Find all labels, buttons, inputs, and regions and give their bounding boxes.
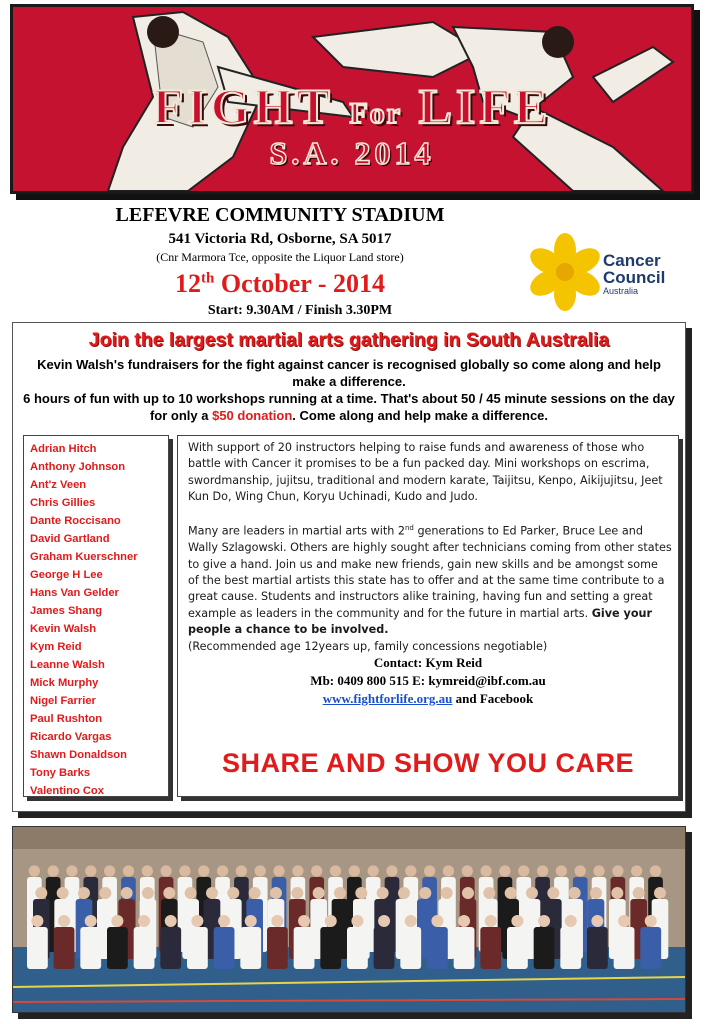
person-figure xyxy=(614,927,635,969)
person-head xyxy=(377,887,389,899)
person-head xyxy=(424,865,435,876)
person-head xyxy=(569,887,581,899)
person-head xyxy=(57,887,69,899)
event-banner xyxy=(10,4,694,194)
group-photo xyxy=(12,826,686,1013)
person-head xyxy=(270,887,282,899)
person-figure xyxy=(27,927,48,969)
person-figure xyxy=(587,927,608,969)
person-figure xyxy=(454,927,475,969)
instructor-list xyxy=(23,435,169,797)
date-day: 12 xyxy=(175,269,201,298)
person-head xyxy=(368,865,379,876)
person-head xyxy=(236,865,247,876)
person-head xyxy=(458,915,470,927)
person-head xyxy=(325,915,337,927)
age-recommendation: (Recommended age 12years up, family concessions negotiable) xyxy=(188,639,548,653)
event-date xyxy=(110,269,450,299)
venue-info xyxy=(110,204,450,319)
person-head xyxy=(249,887,261,899)
person-figure xyxy=(80,927,101,969)
person-head xyxy=(547,887,559,899)
person-head xyxy=(511,915,523,927)
person-figure xyxy=(427,927,448,969)
person-head xyxy=(245,915,257,927)
person-head xyxy=(518,865,529,876)
banner-title xyxy=(13,77,691,135)
para2-body: generations to Ed Parker, Bruce Lee and Wally Szlagowski. Others are highly sought after technicians coming from other states to give a hand. Join us and make new friends, gain new skills and be amongst some of the best martial artists this state has to offer and at the same time contribute to a great cause. Students and instructors alike training, having fun and setting a great example as leaders in the community and for the future in martial arts. xyxy=(188,524,672,620)
person-head xyxy=(565,915,577,927)
person-head xyxy=(405,865,416,876)
details-paragraph-1: With support of 20 instructors helping to raise funds and awareness of those who battle with Cancer it promises to be a fun packed day. Mini workshops on escrima, swordmanship, jujitsu, traditional and modern karate, Taijitsu, Kenpo, Aikijujitsu, Jeet Kun Do, Wing Chun, Koryu Uchinadi, Kudo and Judo. xyxy=(188,441,663,504)
person-head xyxy=(351,915,363,927)
para2-start: Many are leaders in martial arts with 2 xyxy=(188,524,405,538)
person-head xyxy=(355,887,367,899)
person-head xyxy=(398,887,410,899)
person-figure xyxy=(107,927,128,969)
person-head xyxy=(654,887,666,899)
person-head xyxy=(311,865,322,876)
person-head xyxy=(480,865,491,876)
person-head xyxy=(138,915,150,927)
person-head xyxy=(556,865,567,876)
group-photo-illustration xyxy=(13,827,685,1012)
intro-text xyxy=(23,356,675,424)
person-head xyxy=(160,865,171,876)
person-head xyxy=(292,865,303,876)
person-head xyxy=(218,915,230,927)
person-head xyxy=(291,887,303,899)
person-head xyxy=(443,865,454,876)
person-figure xyxy=(54,927,75,969)
details-paragraph-2 xyxy=(188,520,672,655)
person-figure xyxy=(320,927,341,969)
website-suffix: and Facebook xyxy=(452,691,534,706)
person-head xyxy=(29,865,40,876)
instructor-name: David Gartland xyxy=(30,533,110,545)
para2-superscript: nd xyxy=(405,524,414,532)
person-head xyxy=(104,865,115,876)
person-head xyxy=(526,887,538,899)
person-figure xyxy=(400,927,421,969)
person-figure xyxy=(507,927,528,969)
logo-line-cancer: Cancer xyxy=(603,251,661,270)
person-figure xyxy=(480,927,501,969)
person-head xyxy=(85,865,96,876)
instructor-name: Graham Kuerschner xyxy=(30,551,138,563)
person-head xyxy=(273,865,284,876)
person-head xyxy=(58,915,70,927)
date-suffix: th xyxy=(201,270,215,287)
person-head xyxy=(618,915,630,927)
person-head xyxy=(198,865,209,876)
person-head xyxy=(431,915,443,927)
person-head xyxy=(121,887,133,899)
person-head xyxy=(611,887,623,899)
person-head xyxy=(163,887,175,899)
person-figure xyxy=(560,927,581,969)
person-figure xyxy=(134,927,155,969)
person-head xyxy=(441,887,453,899)
intro-line-1: Kevin Walsh's fundraisers for the fight against cancer is recognised globally so come along and help make a difference. xyxy=(37,357,661,389)
intro-line-2 xyxy=(23,390,675,424)
person-head xyxy=(612,865,623,876)
person-head xyxy=(378,915,390,927)
person-figure xyxy=(187,927,208,969)
person-head xyxy=(591,915,603,927)
event-details xyxy=(177,435,679,797)
instructor-name: Anthony Johnson xyxy=(30,461,126,473)
person-head xyxy=(538,915,550,927)
event-time: Start: 9.30AM / Finish 3.30PM xyxy=(207,303,393,318)
person-head xyxy=(349,865,360,876)
person-head xyxy=(48,865,59,876)
person-head xyxy=(386,865,397,876)
person-figure xyxy=(240,927,261,969)
person-head xyxy=(462,865,473,876)
instructor-name: Kevin Walsh xyxy=(30,623,97,635)
person-head xyxy=(485,915,497,927)
venue-note: (Cnr Marmora Tce, opposite the Liquor Land store) xyxy=(156,250,404,264)
person-head xyxy=(298,915,310,927)
cancer-council-wordmark xyxy=(603,252,665,297)
instructor-name: George H Lee xyxy=(30,569,103,581)
person-head xyxy=(185,887,197,899)
person-head xyxy=(330,865,341,876)
person-head xyxy=(645,915,657,927)
instructor-name: Nigel Farrier xyxy=(30,695,96,707)
person-head xyxy=(405,915,417,927)
person-head xyxy=(537,865,548,876)
person-head xyxy=(334,887,346,899)
person-head xyxy=(165,915,177,927)
instructor-name: Valentino Cox xyxy=(30,785,104,797)
logo-line-australia: Australia xyxy=(603,286,639,296)
instructor-name: Adrian Hitch xyxy=(30,443,97,455)
person-head xyxy=(123,865,134,876)
person-figure xyxy=(534,927,555,969)
person-head xyxy=(575,865,586,876)
person-figure xyxy=(160,927,181,969)
person-head xyxy=(255,865,266,876)
instructor-name: Ricardo Vargas xyxy=(30,731,112,743)
instructor-name: Kym Reid xyxy=(30,641,82,653)
person-head xyxy=(505,887,517,899)
donation-amount: $50 donation xyxy=(212,408,293,423)
person-figure xyxy=(640,927,661,969)
headline: Join the largest martial arts gathering in South Australia xyxy=(88,329,610,351)
person-head xyxy=(271,915,283,927)
person-head xyxy=(650,865,661,876)
banner-subtitle: S.A. 2014 xyxy=(269,135,435,171)
person-head xyxy=(227,887,239,899)
daffodil-icon xyxy=(525,232,605,312)
instructor-name: Leanne Walsh xyxy=(30,659,105,671)
person-head xyxy=(99,887,111,899)
venue-name: LEFEVRE COMMUNITY STADIUM xyxy=(115,204,445,226)
logo-line-council: Council xyxy=(603,268,666,287)
person-head xyxy=(419,887,431,899)
contact-name: Contact: Kym Reid xyxy=(373,655,483,670)
date-month-year: October - 2014 xyxy=(214,269,385,298)
person-figure xyxy=(294,927,315,969)
instructor-names xyxy=(24,436,168,800)
person-head xyxy=(499,865,510,876)
person-head xyxy=(462,887,474,899)
person-head xyxy=(631,865,642,876)
person-figure xyxy=(214,927,235,969)
person-head xyxy=(85,915,97,927)
person-head xyxy=(111,915,123,927)
person-head xyxy=(142,887,154,899)
person-figure xyxy=(374,927,395,969)
person-head xyxy=(179,865,190,876)
person-head xyxy=(142,865,153,876)
person-head xyxy=(31,915,43,927)
instructor-name: Paul Rushton xyxy=(30,713,103,725)
main-content-box xyxy=(12,322,686,812)
contact-phone-email: Mb: 0409 800 515 E: kymreid@ibf.com.au xyxy=(310,673,546,688)
instructor-name: Mick Murphy xyxy=(30,677,99,689)
person-figure xyxy=(347,927,368,969)
person-head xyxy=(483,887,495,899)
share-slogan: SHARE AND SHOW YOU CARE xyxy=(221,748,635,778)
person-head xyxy=(313,887,325,899)
instructor-name: Ant'z Veen xyxy=(30,479,87,491)
cancer-council-logo xyxy=(525,232,695,312)
person-head xyxy=(66,865,77,876)
person-head xyxy=(78,887,90,899)
person-head xyxy=(191,915,203,927)
instructor-name: Shawn Donaldson xyxy=(30,749,127,761)
contact-info xyxy=(178,654,678,708)
person-head xyxy=(633,887,645,899)
intro-line-2-end: . Come along and help make a difference. xyxy=(292,408,549,423)
person-figure xyxy=(267,927,288,969)
person-head xyxy=(35,887,47,899)
contact-web xyxy=(178,690,678,708)
banner-title-fight: FIGHT xyxy=(152,78,333,134)
instructor-name: Chris Gillies xyxy=(30,497,96,509)
intro-line-2-start: 6 hours of fun with up to 10 workshops running at a time. That's about 50 / 45 minute sessions on the day for only a xyxy=(23,391,675,423)
venue-address: 541 Victoria Rd, Osborne, SA 5017 xyxy=(168,231,392,247)
person-head xyxy=(590,887,602,899)
banner-title-life: LIFE xyxy=(418,78,552,134)
person-head xyxy=(593,865,604,876)
website-link[interactable]: www.fightforlife.org.au xyxy=(322,691,453,706)
instructor-name: Tony Barks xyxy=(30,767,91,779)
instructor-name: James Shang xyxy=(30,605,103,617)
instructor-name: Dante Roccisano xyxy=(30,515,121,527)
para2-call-to-action: Give your people a chance to be involved. xyxy=(188,606,653,637)
banner-title-for: For xyxy=(349,97,403,130)
person-head xyxy=(217,865,228,876)
instructor-name: Hans Van Gelder xyxy=(30,587,119,599)
person-head xyxy=(206,887,218,899)
